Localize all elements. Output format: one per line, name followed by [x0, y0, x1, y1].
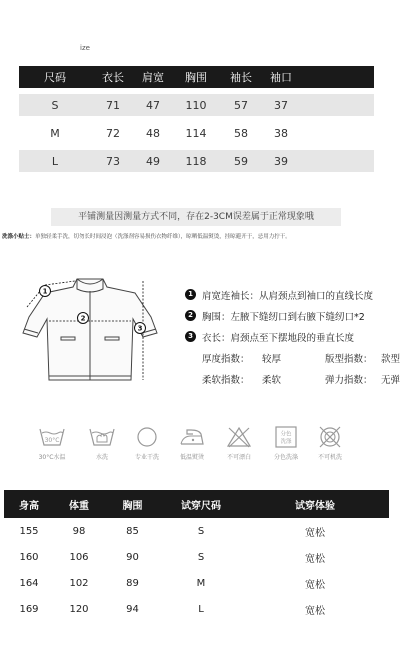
header-cell: 身高 [19, 500, 39, 512]
table-cell: 39 [274, 154, 288, 168]
header-cell: 试穿尺码 [181, 500, 221, 512]
table-cell: S [51, 98, 59, 112]
header-cell: 尺码 [44, 71, 66, 84]
table-cell: L [51, 154, 59, 168]
wash-tip [2, 232, 291, 240]
measure-item [185, 284, 400, 305]
marker-1: 1 [42, 287, 48, 296]
attribute-row [185, 368, 400, 389]
care-label: 低温熨烫 [179, 454, 204, 461]
wash-tip-text: 单独轻柔手洗，切勿长时间浸泡（洗涤剂容易损伤衣物纤维），晾晒低温熨烫，挂晾避开于，忌用力拧干。 [35, 234, 291, 240]
measure-text: 衣长：肩颈点至下摆地段的垂直长度 [202, 332, 355, 344]
care-item [217, 426, 261, 461]
dry-clean-icon [134, 426, 160, 448]
table-cell: 48 [146, 126, 160, 140]
attr-value: 柔软 [262, 374, 282, 386]
table-cell: 98 [72, 525, 86, 537]
care-label: 30°C水温 [38, 454, 66, 461]
table-cell: 宽松 [305, 553, 325, 565]
attr-label: 弹力指数： [325, 374, 373, 386]
table-cell: 宽松 [305, 579, 325, 591]
table-cell: M [196, 577, 206, 589]
care-label: 专业干洗 [134, 454, 159, 461]
care-label: 不可漂白 [226, 454, 251, 461]
attr-label: 版型指数： [325, 353, 373, 365]
table-cell: S [197, 551, 205, 563]
no-machine-wash-icon [317, 426, 343, 448]
table-row [4, 596, 389, 622]
table-cell: 114 [185, 126, 207, 140]
care-item [264, 426, 308, 461]
care-item [308, 426, 352, 461]
care-label: 不可机洗 [317, 454, 342, 461]
measure-number: 2 [185, 310, 196, 321]
header-cell: 肩宽 [142, 71, 164, 84]
table-cell: 102 [69, 577, 89, 589]
attribute-row [185, 347, 400, 368]
table-row [19, 94, 374, 116]
attr-label: 柔软指数： [202, 374, 250, 386]
measure-text: 肩宽连袖长：从肩颈点到袖口的直线长度 [202, 290, 374, 302]
table-cell: 94 [126, 603, 139, 615]
measure-text: 胸围：左腋下缝纫口到右腋下缝纫口*2 [202, 311, 365, 323]
marker-3: 3 [137, 324, 143, 333]
care-item [80, 426, 124, 461]
table-cell: 47 [146, 98, 160, 112]
measure-number: 1 [185, 289, 196, 300]
care-item [125, 426, 169, 461]
measure-item [185, 305, 400, 326]
table-cell: 59 [234, 154, 248, 168]
care-item [170, 426, 214, 461]
no-bleach-icon [226, 426, 252, 448]
table-row [19, 122, 374, 144]
measure-item [185, 326, 400, 347]
table-cell: 宽松 [305, 605, 325, 617]
table-cell: 169 [19, 603, 39, 615]
header-cell: 体重 [69, 500, 89, 512]
care-item [30, 426, 74, 461]
table-cell: M [50, 126, 60, 140]
table-cell: S [197, 525, 205, 537]
header-cell: 袖长 [230, 71, 252, 84]
header-cell: 胸围 [122, 500, 143, 512]
table-row [4, 570, 389, 596]
iron-low-icon [179, 426, 205, 448]
header-cell: 试穿体验 [295, 500, 335, 512]
table-cell: 57 [234, 98, 248, 112]
attr-label: 厚度指数： [202, 353, 250, 365]
fitting-table [4, 490, 389, 622]
table-cell: 71 [106, 98, 120, 112]
measure-number: 3 [185, 331, 196, 342]
table-cell: 宽松 [305, 527, 325, 539]
table-row [4, 544, 389, 570]
hand-wash-icon [89, 426, 115, 448]
table-cell: 118 [185, 154, 207, 168]
care-label: 分色洗涤 [273, 454, 298, 461]
measurement-list [185, 284, 400, 389]
fitting-table-header [4, 490, 389, 518]
table-cell: 120 [69, 603, 89, 615]
wash-temp-text: 30°C [44, 437, 60, 444]
attr-value: 较厚 [262, 353, 282, 365]
table-cell: 49 [146, 154, 160, 168]
svg-text:洗涤: 洗涤 [280, 439, 292, 445]
table-cell: L [198, 603, 204, 615]
table-cell: 72 [106, 126, 120, 140]
table-cell: 160 [19, 551, 39, 563]
table-cell: 155 [19, 525, 39, 537]
table-cell: 90 [126, 551, 139, 563]
table-cell: 85 [126, 525, 139, 537]
table-row [19, 150, 374, 172]
table-cell: 110 [185, 98, 207, 112]
measurement-note: 平铺测量因测量方式不同，存在2-3CM误差属于正常现象哦 [51, 208, 341, 226]
header-cell: 胸围 [185, 71, 207, 84]
care-label: 水洗 [95, 454, 108, 461]
table-cell: 89 [126, 577, 139, 589]
table-cell: 73 [106, 154, 120, 168]
header-cell: 衣长 [102, 71, 124, 84]
coat-diagram [15, 275, 165, 390]
size-tag: ize [80, 44, 90, 52]
marker-2: 2 [80, 314, 86, 323]
wash-tip-label: 洗涤小贴士： [2, 234, 36, 240]
table-cell: 58 [234, 126, 248, 140]
attr-value: 款型 [381, 353, 401, 365]
size-table-header [19, 66, 374, 88]
header-cell: 袖口 [270, 71, 292, 84]
svg-text:分色: 分色 [280, 431, 292, 438]
table-cell: 37 [274, 98, 288, 112]
table-cell: 106 [69, 551, 89, 563]
separate-wash-icon [273, 426, 299, 448]
table-cell: 164 [19, 577, 39, 589]
attr-value: 无弹 [381, 374, 401, 386]
wash-30-icon [39, 426, 65, 448]
table-row [4, 518, 389, 544]
table-cell: 38 [274, 126, 288, 140]
size-table [19, 66, 374, 172]
